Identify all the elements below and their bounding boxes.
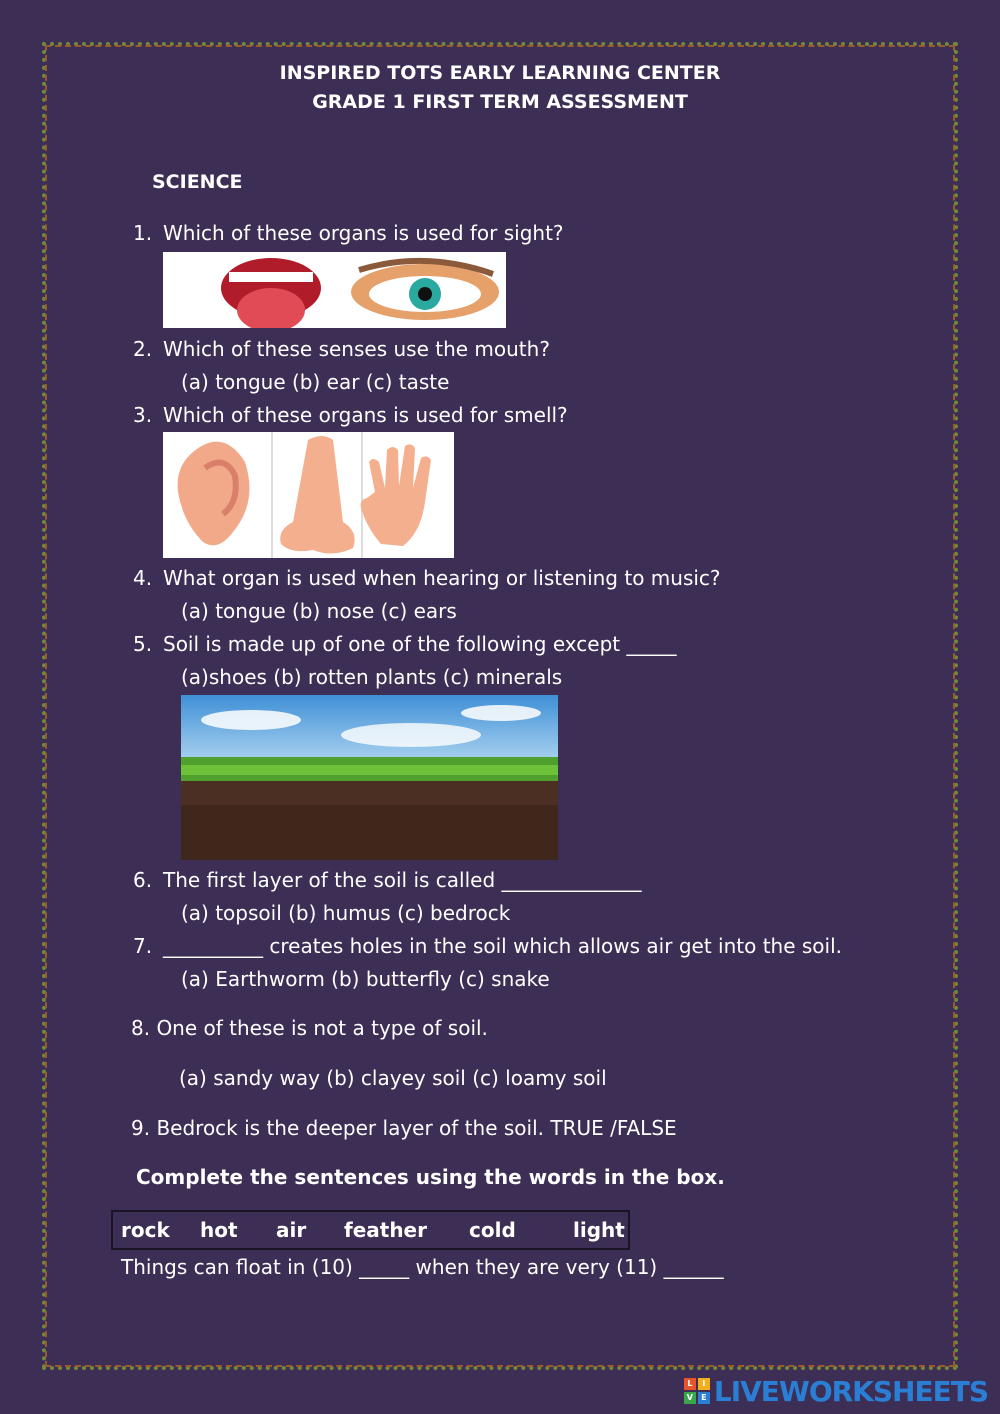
question-8-text: 8. One of these is not a type of soil. [131, 1016, 488, 1040]
question-6-options: (a) topsoil (b) humus (c) bedrock [181, 901, 511, 925]
word-light: light [573, 1218, 625, 1242]
question-7-options: (a) Earthworm (b) butterfly (c) snake [181, 967, 550, 991]
question-2-text: Which of these senses use the mouth? [163, 337, 550, 361]
word-box [111, 1210, 630, 1250]
question-5-text: Soil is made up of one of the following except _____ [163, 632, 677, 656]
word-feather: feather [344, 1218, 427, 1242]
question-4-text: What organ is used when hearing or listening to music? [163, 566, 721, 590]
question-2-number: 2. [133, 337, 153, 361]
question-9-text: 9. Bedrock is the deeper layer of the soil. TRUE /FALSE [131, 1116, 677, 1140]
fill-in-sentence: Things can float in (10) _____ when they are very (11) ______ [121, 1255, 724, 1279]
mouth-and-eye-image [163, 252, 506, 328]
question-7-number: 7. [133, 934, 153, 958]
instruction-heading: Complete the sentences using the words in the box. [136, 1165, 725, 1189]
question-5-number: 5. [133, 632, 153, 656]
question-6-number: 6. [133, 868, 153, 892]
question-4-number: 4. [133, 566, 153, 590]
question-1-number: 1. [133, 221, 153, 245]
question-5-options: (a)shoes (b) rotten plants (c) minerals [181, 665, 563, 689]
question-6-text: The first layer of the soil is called ______________ [163, 868, 642, 892]
word-air: air [276, 1218, 307, 1242]
question-3-text: Which of these organs is used for smell? [163, 403, 568, 427]
question-8-options: (a) sandy way (b) clayey soil (c) loamy soil [179, 1066, 607, 1090]
school-name: INSPIRED TOTS EARLY LEARNING CENTER [279, 62, 721, 84]
question-1-text: Which of these organs is used for sight? [163, 221, 564, 245]
ear-nose-hand-image [163, 432, 454, 558]
question-2-options: (a) tongue (b) ear (c) taste [181, 370, 450, 394]
word-rock: rock [121, 1218, 170, 1242]
question-7-text: __________ creates holes in the soil which allows air get into the soil. [163, 934, 842, 958]
question-3-number: 3. [133, 403, 153, 427]
liveworksheets-logo [684, 1376, 988, 1406]
word-hot: hot [200, 1218, 238, 1242]
question-4-options: (a) tongue (b) nose (c) ears [181, 599, 457, 623]
logo-icon: L I V E [684, 1378, 710, 1404]
soil-and-sky-image [181, 695, 558, 860]
subject-heading: SCIENCE [152, 171, 243, 193]
assessment-title: GRADE 1 FIRST TERM ASSESSMENT [312, 91, 688, 113]
logo-text: LIVEWORKSHEETS [713, 1374, 988, 1408]
word-cold: cold [469, 1218, 516, 1242]
